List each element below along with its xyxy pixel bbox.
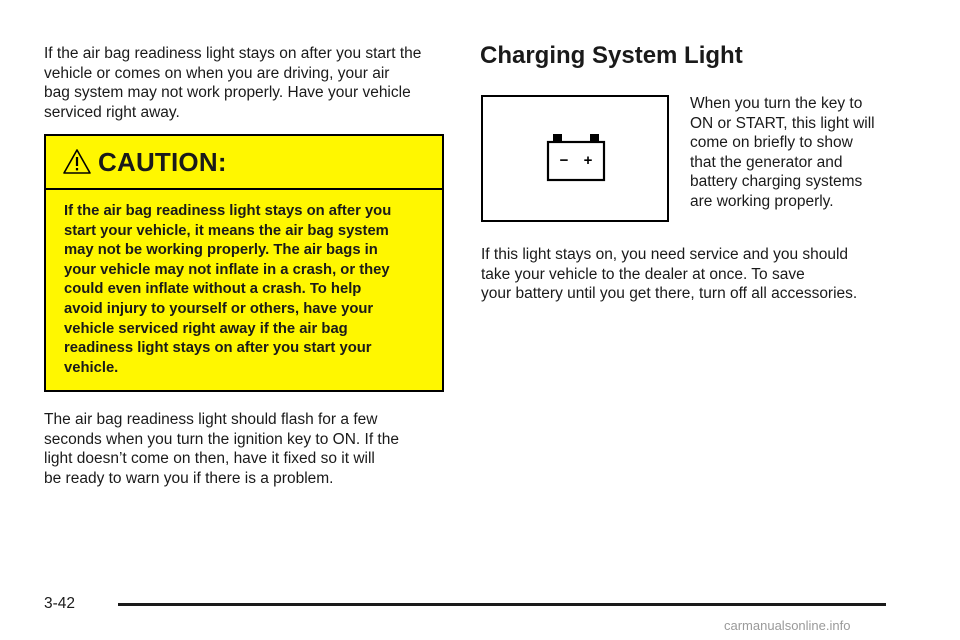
text-line: are working properly. — [690, 192, 834, 210]
battery-icon-frame — [481, 95, 669, 222]
charging-service-paragraph — [481, 245, 857, 304]
caution-body — [46, 190, 442, 378]
charging-light-description — [690, 94, 875, 211]
caution-title: CAUTION: — [98, 146, 227, 177]
text-line: vehicle or comes on when you are driving, your air — [44, 64, 390, 82]
text-line: If the air bag readiness light stays on after you start the — [44, 45, 422, 62]
caution-line: avoid injury to yourself or others, have your — [64, 300, 374, 317]
airbag-flash-paragraph — [44, 410, 399, 488]
text-line: When you turn the key to — [690, 95, 863, 112]
text-line: light doesn’t come on then, have it fixed so it will — [44, 450, 375, 467]
caution-line: start your vehicle, it means the air bag system — [64, 222, 389, 239]
caution-line: vehicle. — [64, 359, 119, 376]
text-line: ON or START, this light will — [690, 114, 875, 132]
caution-line: If the air bag readiness light stays on after you — [64, 203, 392, 219]
text-line: seconds when you turn the ignition key to ON. If the — [44, 430, 399, 448]
caution-line: could even inflate without a crash. To help — [64, 281, 362, 298]
battery-minus-label: − — [559, 152, 569, 169]
watermark: carmanualsonline.info — [724, 618, 851, 633]
caution-line: vehicle serviced right away if the air bag — [64, 320, 348, 337]
text-line: that the generator and — [690, 153, 843, 171]
battery-plus-label: + — [583, 152, 593, 169]
text-line: battery charging systems — [690, 173, 863, 190]
caution-line: your vehicle may not inflate in a crash, or they — [64, 261, 390, 278]
text-line: The air bag readiness light should flash for a few — [44, 411, 378, 428]
section-heading: Charging System Light — [480, 42, 743, 69]
caution-box — [44, 134, 444, 392]
text-line: bag system may not work properly. Have your vehicle — [44, 84, 411, 101]
battery-icon — [546, 134, 606, 182]
text-line: If this light stays on, you need service and you should — [481, 246, 849, 263]
airbag-intro-paragraph — [44, 44, 448, 122]
warning-triangle-icon — [62, 147, 92, 177]
text-line: take your vehicle to the dealer at once. To save — [481, 265, 805, 283]
caution-header — [46, 136, 442, 190]
text-line: serviced right away. — [44, 103, 180, 121]
caution-line: may not be working properly. The air bags in — [64, 242, 378, 259]
footer-rule — [118, 603, 886, 606]
caution-line: readiness light stays on after you start your — [64, 340, 372, 357]
text-line: be ready to warn you if there is a problem. — [44, 469, 334, 487]
text-line: come on briefly to show — [690, 134, 853, 151]
page-number: 3-42 — [44, 595, 76, 612]
text-line: your battery until you get there, turn off all accessories. — [481, 285, 858, 302]
